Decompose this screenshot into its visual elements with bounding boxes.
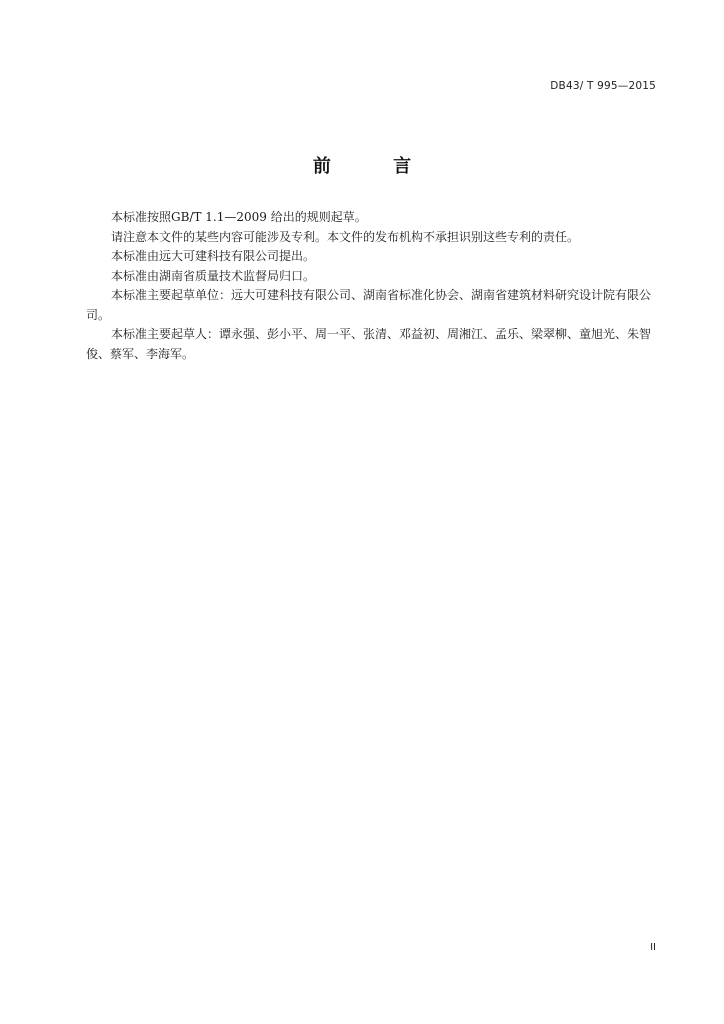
paragraph-administrator: 本标准由湖南省质量技术监督局归口。	[111, 268, 316, 283]
paragraph-proposer: 本标准由远大可建科技有限公司提出。	[111, 249, 316, 263]
document-code: DB43/ T 995—2015	[550, 80, 656, 92]
page-title: 前 言	[312, 156, 440, 177]
paragraph-drafting-units: 本标准主要起草单位：远大可建科技有限公司、湖南省标准化协会、湖南省建筑材料研究设计院有限公司。	[86, 288, 652, 322]
paragraph-drafters: 本标准主要起草人：谭永强、彭小平、周一平、张清、邓益初、周湘江、孟乐、梁翠柳、童旭光、朱智俊、蔡军、李海军。	[86, 327, 652, 361]
paragraph-patent-notice: 请注意本文件的某些内容可能涉及专利。本文件的发布机构不承担识别这些专利的责任。	[111, 229, 580, 244]
page-number: II	[650, 942, 656, 953]
foreword-body	[86, 208, 660, 364]
paragraph-drafting-rules: 本标准按照GB/T 1.1—2009 给出的规则起草。	[111, 210, 367, 224]
